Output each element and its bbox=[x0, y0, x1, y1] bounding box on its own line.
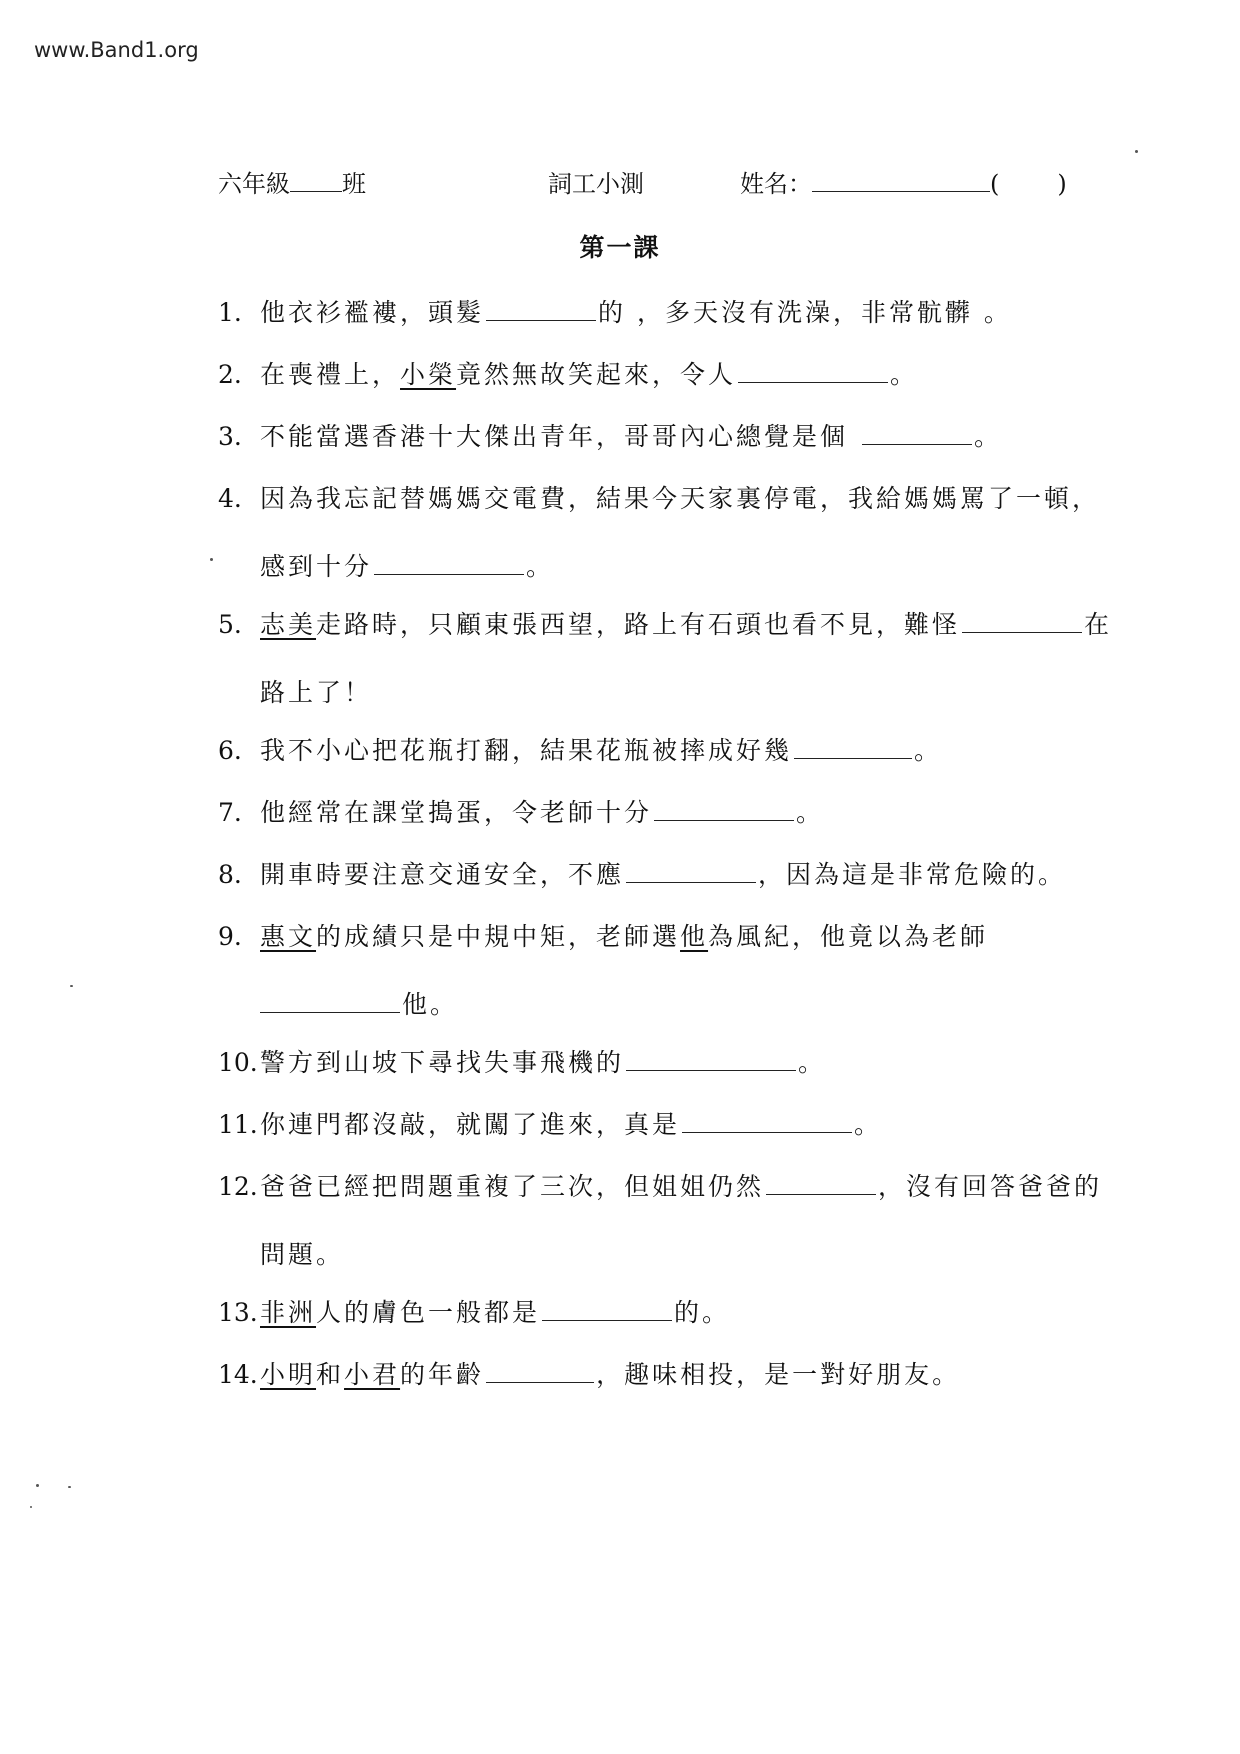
scan-speck bbox=[210, 558, 213, 561]
question-13 bbox=[218, 1293, 730, 1329]
question-number: 14. bbox=[218, 1360, 258, 1389]
question-continuation bbox=[218, 1235, 1102, 1271]
scan-speck bbox=[70, 985, 73, 987]
question-text: 你連門都沒敲，就闖了進來，真是 bbox=[260, 1110, 681, 1139]
question-number: 5. bbox=[218, 610, 242, 639]
question-number: 11. bbox=[218, 1110, 258, 1139]
question-number: 3. bbox=[218, 422, 242, 451]
question-number: 12. bbox=[218, 1172, 258, 1201]
question-text: 。 bbox=[974, 422, 1003, 451]
answer-blank[interactable] bbox=[260, 986, 400, 1013]
question-14 bbox=[218, 1355, 960, 1391]
question-1 bbox=[218, 293, 1012, 329]
question-number: 6. bbox=[218, 736, 242, 765]
question-number: 7. bbox=[218, 798, 242, 827]
question-2 bbox=[218, 355, 918, 391]
question-continuation bbox=[218, 985, 988, 1021]
proper-name: 惠文 bbox=[260, 922, 317, 951]
question-text: 他衣衫襤褸，頭髮 bbox=[260, 298, 485, 327]
question-text: 。 bbox=[526, 552, 555, 581]
question-text: 人的膚色一般都是 bbox=[316, 1298, 541, 1327]
proper-name: 非洲 bbox=[260, 1298, 317, 1327]
worksheet-header bbox=[0, 164, 1240, 204]
question-text: 。 bbox=[854, 1110, 883, 1139]
question-text: 我不小心把花瓶打翻，結果花瓶被摔成好幾 bbox=[260, 736, 793, 765]
site-watermark: www.Band1.org bbox=[34, 38, 199, 62]
question-text: 開車時要注意交通安全，不應 bbox=[260, 860, 625, 889]
paren-close: ) bbox=[1057, 170, 1067, 198]
question-text: 的。 bbox=[674, 1298, 731, 1327]
question-text: 他。 bbox=[402, 990, 459, 1019]
question-9 bbox=[218, 917, 988, 1021]
question-number: 9. bbox=[218, 922, 242, 951]
answer-blank[interactable] bbox=[542, 1294, 672, 1321]
scan-speck bbox=[1135, 150, 1138, 153]
answer-blank[interactable] bbox=[682, 1106, 852, 1133]
answer-blank[interactable] bbox=[486, 1356, 594, 1383]
question-text: 竟然無故笑起來，令人 bbox=[456, 360, 737, 389]
answer-blank[interactable] bbox=[374, 548, 524, 575]
quiz-title: 詞工小測 bbox=[548, 170, 644, 198]
answer-blank[interactable] bbox=[862, 418, 972, 445]
question-text: 的 ，多天沒有洗澡，非常骯髒 。 bbox=[598, 298, 1012, 327]
proper-name: 志美 bbox=[260, 610, 317, 639]
question-11 bbox=[218, 1105, 882, 1141]
lesson-title: 第一課 bbox=[579, 233, 661, 262]
scan-speck bbox=[36, 1484, 39, 1487]
question-text: ，沒有回答爸爸的 bbox=[878, 1172, 1103, 1201]
scan-speck bbox=[68, 1486, 71, 1488]
class-label: 班 bbox=[342, 170, 366, 198]
question-text: 路上了！ bbox=[260, 678, 373, 707]
proper-name: 小明 bbox=[260, 1360, 317, 1389]
question-12 bbox=[218, 1167, 1102, 1271]
question-number: 10. bbox=[218, 1048, 258, 1077]
question-text: 的年齡 bbox=[400, 1360, 485, 1389]
question-6 bbox=[218, 731, 942, 767]
paren-open: ( bbox=[990, 170, 1000, 198]
proper-name: 小榮 bbox=[400, 360, 457, 389]
question-number: 4. bbox=[218, 484, 242, 513]
question-text: 。 bbox=[890, 360, 919, 389]
question-text: 他經常在課堂搗蛋，令老師十分 bbox=[260, 798, 653, 827]
question-text: 警方到山坡下尋找失事飛機的 bbox=[260, 1048, 625, 1077]
answer-blank[interactable] bbox=[486, 294, 596, 321]
name-label: 姓名： bbox=[740, 170, 812, 198]
answer-blank[interactable] bbox=[654, 794, 794, 821]
question-5 bbox=[218, 605, 1112, 709]
question-text: 在喪禮上， bbox=[260, 360, 401, 389]
question-text: 走路時，只顧東張西望，路上有石頭也看不見，難怪 bbox=[316, 610, 961, 639]
name-field bbox=[740, 164, 1067, 199]
question-text: 。 bbox=[798, 1048, 827, 1077]
question-text: 問題。 bbox=[260, 1240, 345, 1269]
question-text: ，因為這是非常危險的。 bbox=[758, 860, 1067, 889]
question-continuation bbox=[218, 673, 1112, 709]
question-number: 1. bbox=[218, 298, 242, 327]
question-continuation bbox=[218, 547, 1100, 583]
answer-blank[interactable] bbox=[626, 856, 756, 883]
class-blank bbox=[290, 167, 342, 192]
proper-name: 小君 bbox=[344, 1360, 401, 1389]
question-text: 。 bbox=[914, 736, 943, 765]
question-text: 的成績只是中規中矩，老師選 bbox=[316, 922, 681, 951]
question-4 bbox=[218, 479, 1100, 583]
question-number: 8. bbox=[218, 860, 242, 889]
question-3 bbox=[218, 417, 1002, 453]
answer-blank[interactable] bbox=[962, 606, 1082, 633]
question-text: 不能當選香港十大傑出青年，哥哥內心總覺是個 bbox=[260, 422, 849, 451]
underlined-word: 他 bbox=[680, 922, 709, 951]
answer-blank[interactable] bbox=[738, 356, 888, 383]
question-text: ，趣味相投，是一對好朋友。 bbox=[596, 1360, 961, 1389]
question-10 bbox=[218, 1043, 826, 1079]
question-number: 2. bbox=[218, 360, 242, 389]
answer-blank[interactable] bbox=[766, 1168, 876, 1195]
name-blank bbox=[812, 167, 990, 192]
grade-label: 六年級 bbox=[218, 170, 290, 198]
question-8 bbox=[218, 855, 1066, 891]
scan-speck bbox=[30, 1506, 32, 1508]
grade-field bbox=[218, 164, 366, 199]
answer-blank[interactable] bbox=[626, 1044, 796, 1071]
question-text: 。 bbox=[796, 798, 825, 827]
question-text: 爸爸已經把問題重複了三次，但姐姐仍然 bbox=[260, 1172, 765, 1201]
question-text: 和 bbox=[316, 1360, 345, 1389]
question-text: 為風紀，他竟以為老師 bbox=[708, 922, 989, 951]
question-7 bbox=[218, 793, 824, 829]
question-text: 因為我忘記替媽媽交電費，結果今天家裏停電，我給媽媽罵了一頓， bbox=[260, 484, 1101, 513]
question-text: 在 bbox=[1084, 610, 1113, 639]
question-number: 13. bbox=[218, 1298, 258, 1327]
question-text: 感到十分 bbox=[260, 552, 373, 581]
answer-blank[interactable] bbox=[794, 732, 912, 759]
